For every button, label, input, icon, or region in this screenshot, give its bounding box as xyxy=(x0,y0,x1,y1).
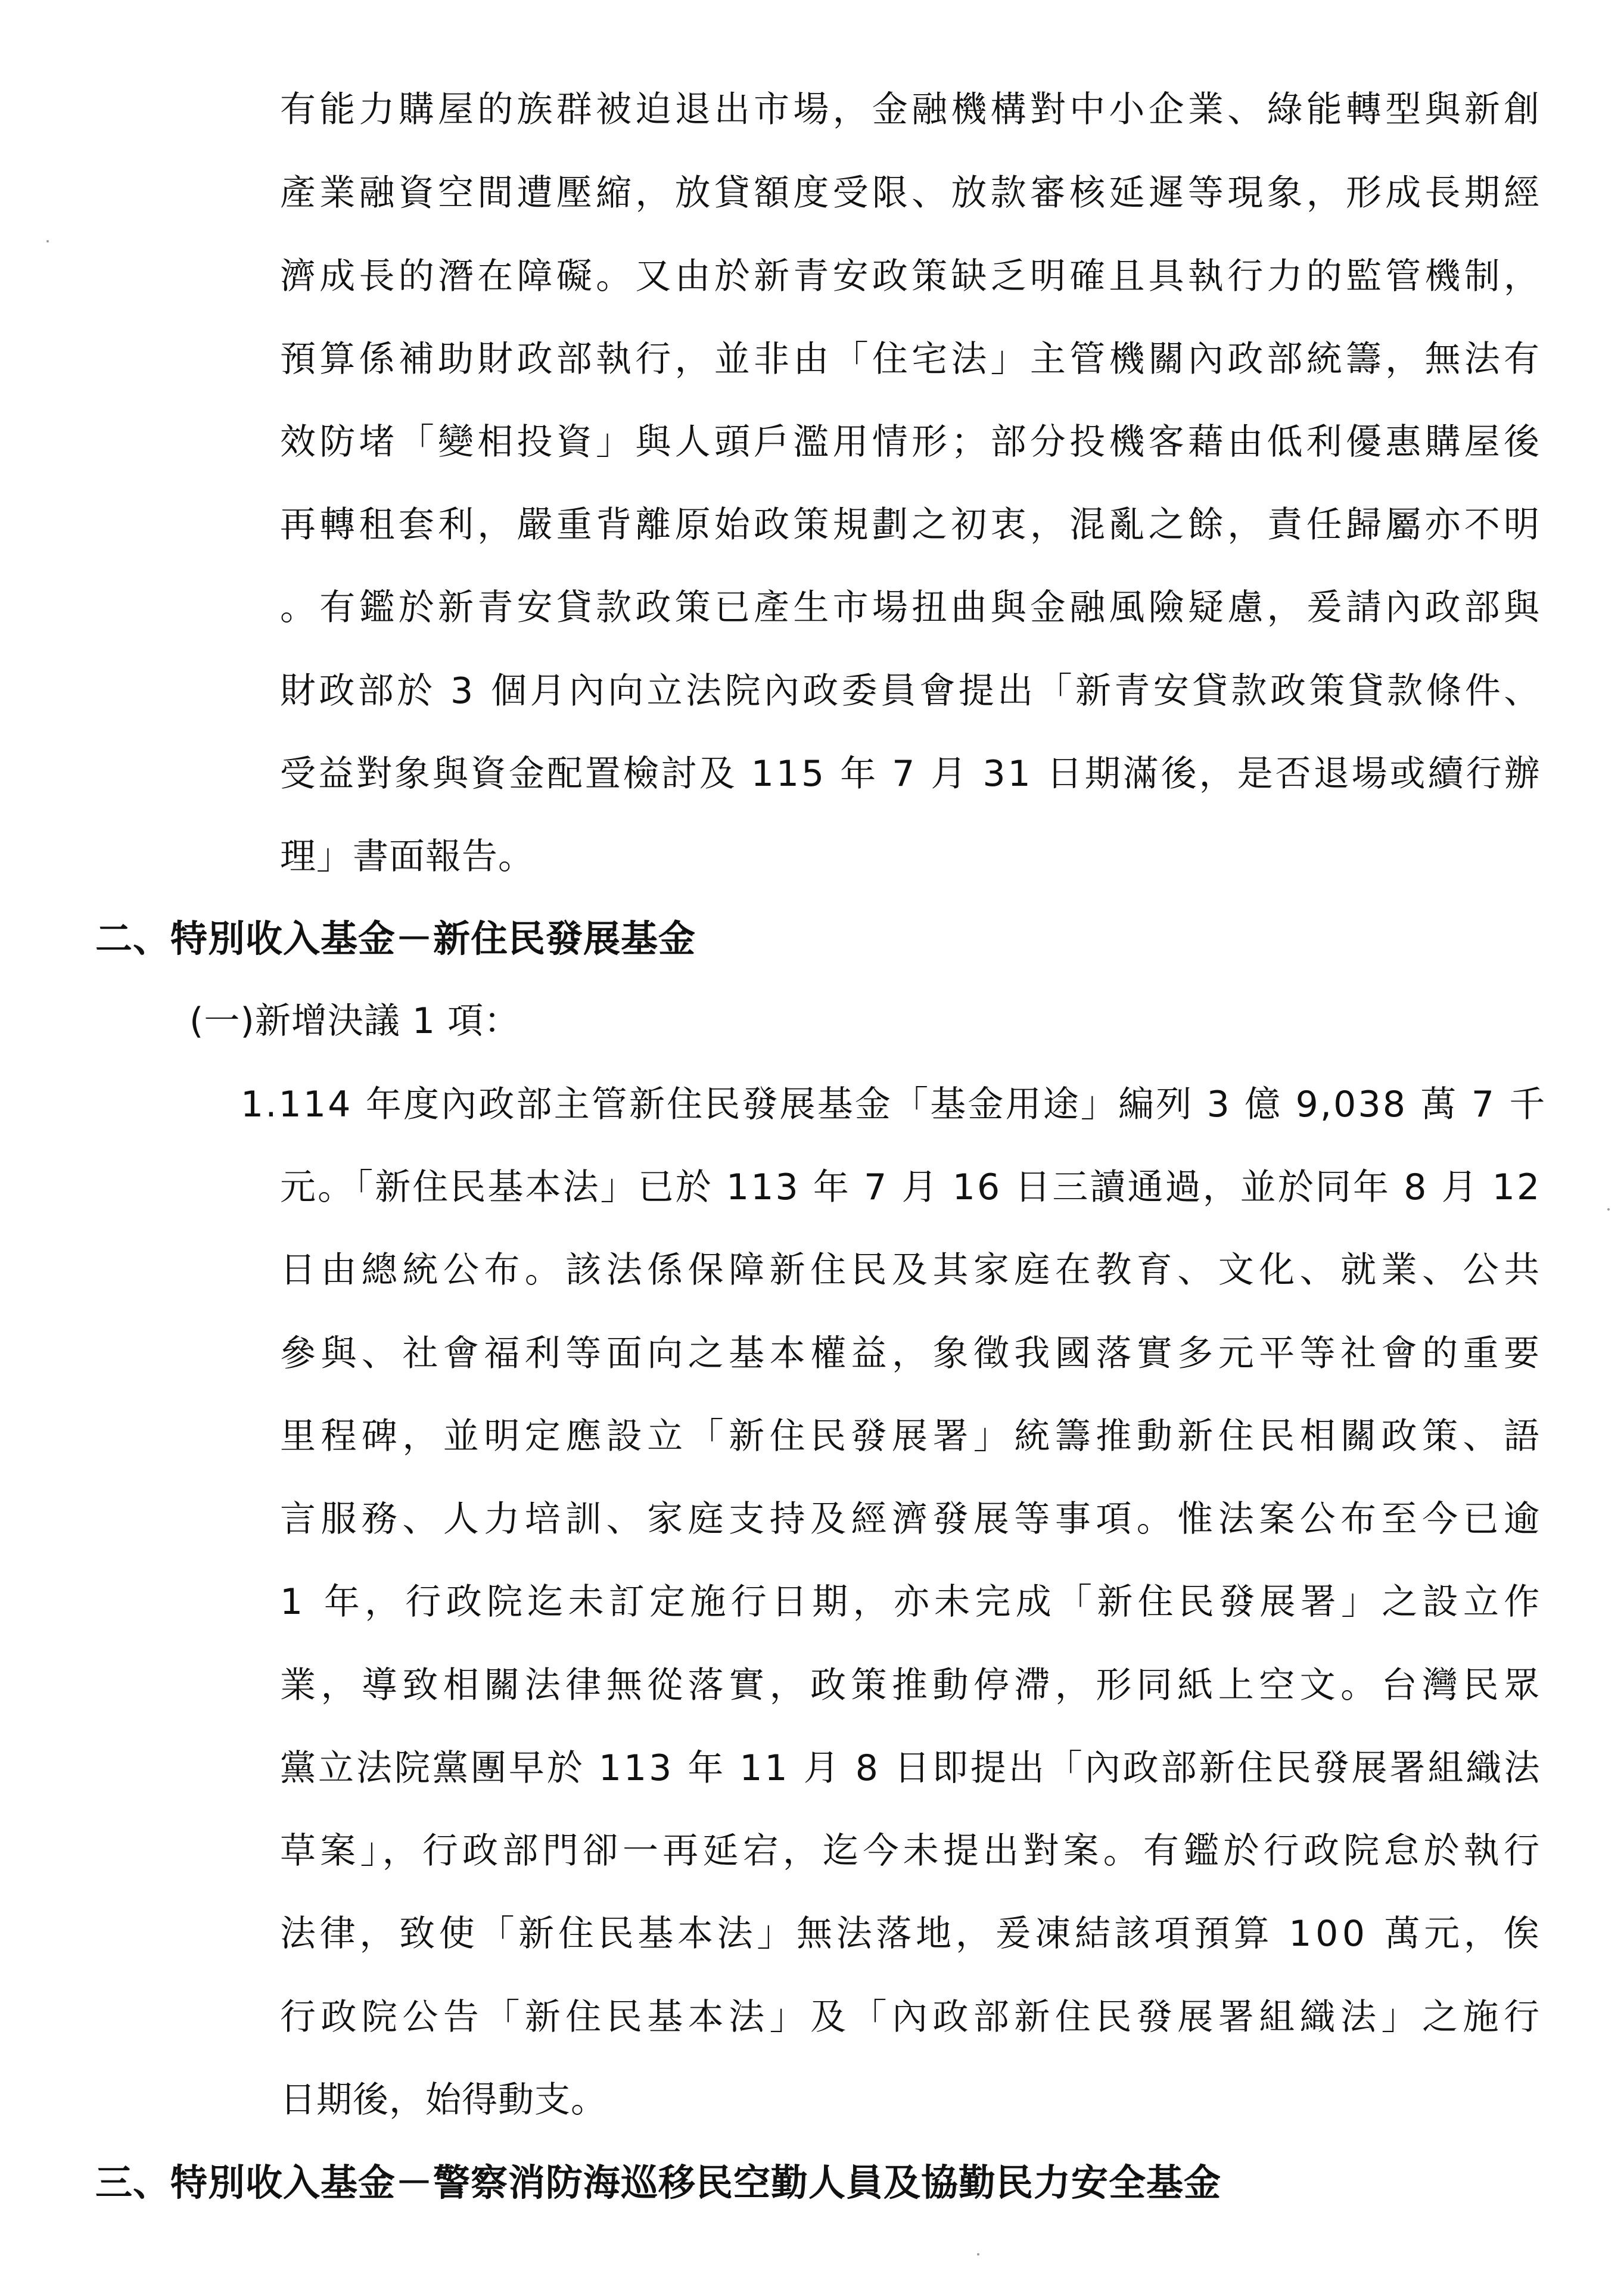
paragraph-line: 受益對象與資金配置檢討及 115 年 7 月 31 日期滿後，是否退場或續行辦 xyxy=(280,753,1542,795)
paragraph-line: 有能力購屋的族群被迫退出市場，金融機構對中小企業、綠能轉型與新創 xyxy=(280,89,1544,130)
item-line: 日由總統公布。該法係保障新住民及其家庭在教育、文化、就業、公共 xyxy=(280,1249,1545,1291)
item-line: 法律，致使「新住民基本法」無法落地，爰凍結該項預算 100 萬元，俟 xyxy=(280,1913,1544,1955)
item-line: 日期後，始得動支。 xyxy=(280,2079,607,2121)
scan-speck xyxy=(46,240,49,242)
paragraph-line: 財政部於 3 個月內向立法院內政委員會提出「新青安貸款政策貸款條件、 xyxy=(280,670,1543,712)
item-line: 黨立法院黨團早於 113 年 11 月 8 日即提出「內政部新住民發展署組織法 xyxy=(280,1747,1542,1789)
paragraph-line: 理」書面報告。 xyxy=(280,836,534,878)
paragraph-line: 。有鑑於新青安貸款政策已產生市場扭曲與金融風險疑慮，爰請內政部與 xyxy=(280,587,1544,629)
item-line: 行政院公告「新住民基本法」及「內政部新住民發展署組織法」之施行 xyxy=(280,1996,1545,2038)
scan-speck xyxy=(1607,1208,1610,1211)
paragraph-line: 預算係補助財政部執行，並非由「住宅法」主管機關內政部統籌，無法有 xyxy=(280,338,1544,380)
paragraph-line: 濟成長的潛在障礙。又由於新青安政策缺乏明確且具執行力的監管機制， xyxy=(280,256,1544,297)
item-line: 言服務、人力培訓、家庭支持及經濟發展等事項。惟法案公布至今已逾 xyxy=(280,1498,1545,1540)
section-heading: 二、特別收入基金－新住民發展基金 xyxy=(95,917,696,960)
item-line: 1 年，行政院迄未訂定施行日期，亦未完成「新住民發展署」之設立作 xyxy=(280,1581,1545,1623)
item-line: 參與、社會福利等面向之基本權益，象徵我國落實多元平等社會的重要 xyxy=(280,1333,1545,1374)
paragraph-line: 效防堵「變相投資」與人頭戶濫用情形；部分投機客藉由低利優惠購屋後 xyxy=(280,421,1544,463)
section-heading: 三、特別收入基金－警察消防海巡移民空勤人員及協勤民力安全基金 xyxy=(95,2161,1222,2204)
item-line: 元。「新住民基本法」已於 113 年 7 月 16 日三讀通過，並於同年 8 月 12 xyxy=(280,1166,1542,1208)
item-line: 1.114 年度內政部主管新住民發展基金「基金用途」編列 3 億 9,038 萬 7 千 xyxy=(241,1084,1547,1125)
item-line: 草案」，行政部門卻一再延宕，迄今未提出對案。有鑑於行政院怠於執行 xyxy=(280,1830,1544,1872)
subsection-heading: (一)新增決議 1 項： xyxy=(189,1000,521,1042)
item-line: 里程碑，並明定應設立「新住民發展署」統籌推動新住民相關政策、語 xyxy=(280,1416,1545,1457)
item-line: 業，導致相關法律無從落實，政策推動停滯，形同紙上空文。台灣民眾 xyxy=(280,1665,1545,1706)
scan-speck xyxy=(977,2253,979,2256)
paragraph-line: 產業融資空間遭壓縮，放貸額度受限、放款審核延遲等現象，形成長期經 xyxy=(280,172,1544,214)
paragraph-line: 再轉租套利，嚴重背離原始政策規劃之初衷，混亂之餘，責任歸屬亦不明 xyxy=(280,504,1544,546)
